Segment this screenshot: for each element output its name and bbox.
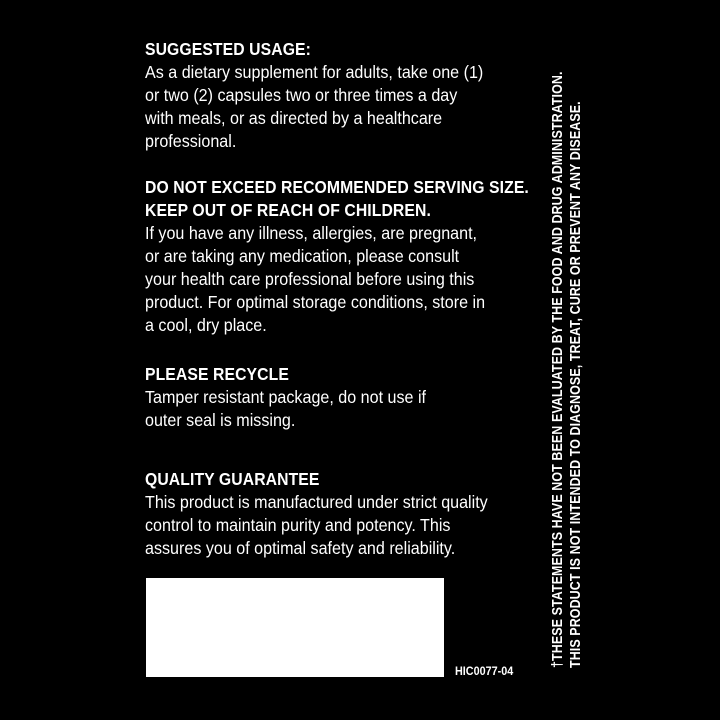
suggested-usage-heading: SUGGESTED USAGE: — [145, 39, 311, 59]
warnings-line: product. For optimal storage conditions, store in — [145, 292, 486, 312]
warnings-line: a cool, dry place. — [145, 315, 267, 335]
fda-disclaimer-line-1: †THESE STATEMENTS HAVE NOT BEEN EVALUATED BY THE FOOD AND DRUG ADMINISTRATION. — [550, 71, 566, 668]
warnings-line: If you have any illness, allergies, are pregnant, — [145, 223, 478, 243]
recycle-line: outer seal is missing. — [145, 410, 296, 430]
quality-guarantee-heading: QUALITY GUARANTEE — [145, 469, 320, 489]
quality-guarantee-line: This product is manufactured under strict quality — [145, 492, 488, 512]
warnings-section — [145, 176, 572, 337]
suggested-usage-line: professional. — [145, 131, 237, 151]
suggested-usage-section — [145, 38, 513, 153]
warnings-text — [145, 222, 537, 337]
fda-disclaimer-line-2: THIS PRODUCT IS NOT INTENDED TO DIAGNOSE, TREAT, CURE OR PREVENT ANY DISEASE. — [568, 101, 584, 668]
suggested-usage-line: with meals, or as directed by a healthcare — [145, 108, 443, 128]
suggested-usage-line: or two (2) capsules two or three times a day — [145, 85, 458, 105]
quality-guarantee-line: control to maintain purity and potency. This — [145, 515, 451, 535]
recycle-line: Tamper resistant package, do not use if — [145, 387, 427, 407]
children-warning-heading: KEEP OUT OF REACH OF CHILDREN. — [145, 200, 431, 220]
recycle-text — [145, 386, 426, 432]
warnings-line: your health care professional before using this — [145, 269, 475, 289]
fda-disclaimer — [549, 38, 585, 668]
suggested-usage-text — [145, 61, 483, 153]
barcode-blank-area — [146, 578, 444, 677]
quality-guarantee-line: assures you of optimal safety and reliability. — [145, 538, 456, 558]
warnings-line: or are taking any medication, please consult — [145, 246, 460, 266]
quality-guarantee-text — [145, 491, 488, 560]
serving-size-warning-heading: DO NOT EXCEED RECOMMENDED SERVING SIZE. — [145, 177, 529, 197]
lot-code: HIC0077-04 — [455, 664, 514, 678]
recycle-section — [145, 363, 450, 432]
suggested-usage-line: As a dietary supplement for adults, take one (1) — [145, 62, 484, 82]
quality-guarantee-section — [145, 468, 518, 560]
recycle-heading: PLEASE RECYCLE — [145, 364, 289, 384]
